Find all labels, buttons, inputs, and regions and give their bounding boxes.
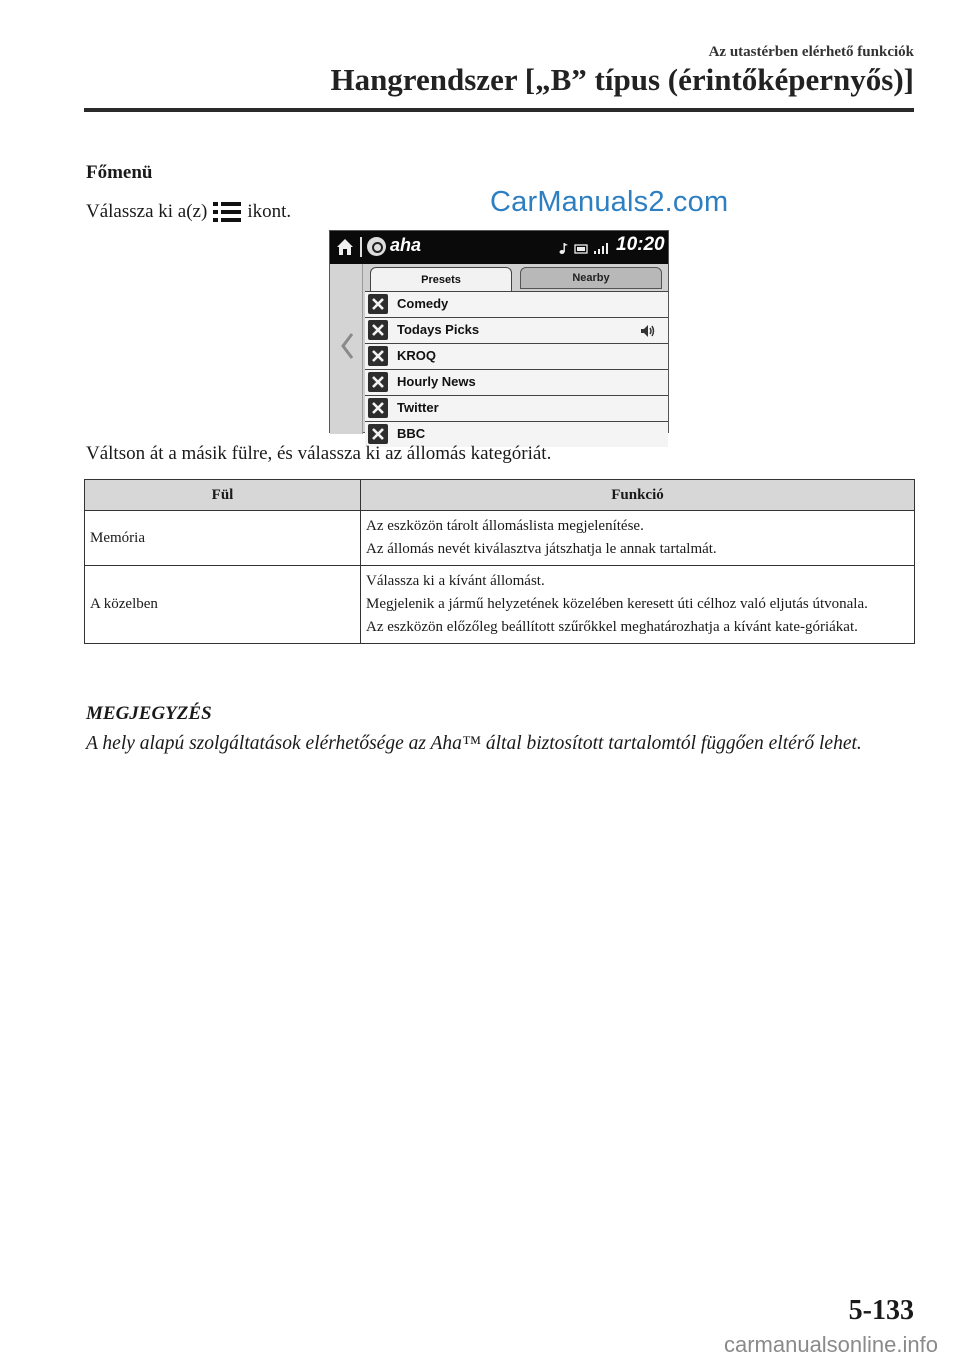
tab-nearby[interactable]: Nearby [520,267,662,289]
battery-icon [575,245,587,253]
function-line: Válassza ki a kívánt állomást. [366,573,545,589]
station-icon [368,320,388,340]
station-name: Comedy [397,296,449,311]
station-name: KROQ [397,348,436,363]
table-row [85,566,915,644]
page-title: Hangrendszer [„B” típus (érintőképernyős)] [330,62,914,97]
app-name: aha [390,235,422,255]
function-line: Megjelenik a jármű helyzetének közelében keresett úti célhoz való eljutás útvonala. [366,596,868,612]
function-cell [361,566,915,644]
station-name: BBC [397,426,426,441]
station-icon [368,398,388,418]
table-header-row [85,480,915,511]
tab-presets[interactable]: Presets [370,267,512,291]
function-table [84,479,915,644]
list-item[interactable] [365,291,668,317]
column-header-function: Funkció [361,480,915,511]
clock: 10:20 [616,234,665,255]
section-heading: Főmenü [86,162,153,183]
instruction [86,201,291,223]
station-icon [368,372,388,392]
station-icon [368,424,388,444]
list-item[interactable] [365,369,668,395]
body-text: Váltson át a másik fülre, és válassza ki az állomás kategóriát. [86,443,552,464]
tab-cell: A közelben [85,566,361,644]
section-title: Az utastérben elérhető funkciók [708,44,914,60]
watermark: CarManuals2.com [490,186,729,218]
function-cell [361,511,915,566]
speaker-icon [640,323,656,339]
station-icon [368,294,388,314]
instruction-after: ikont. [247,201,292,222]
site-watermark: carmanualsonline.info [723,1332,938,1357]
station-name: Todays Picks [397,322,480,337]
station-name: Twitter [397,400,439,415]
chevron-left-icon[interactable] [339,331,355,361]
list-item[interactable] [365,317,668,343]
status-icons [559,241,611,255]
list-item[interactable] [365,395,668,421]
column-header-tab: Fül [85,480,361,511]
aha-logo-inner [372,242,383,253]
divider [360,237,362,257]
header-rule [84,108,914,112]
table-row [85,511,915,566]
home-icon[interactable] [335,237,355,257]
page-number: 5-133 [848,1295,914,1326]
instruction-before: Válassza ki a(z) [86,201,208,222]
note-text: A hely alapú szolgáltatások elérhetősége az Aha™ által biztosított tartalomtól függően eltérő lehet. [86,733,862,754]
function-line: Az eszközön tárolt állomáslista megjelenítése. [366,518,644,534]
station-icon [368,346,388,366]
list-icon [213,202,241,222]
music-note-icon [560,243,569,254]
station-name: Hourly News [397,374,476,389]
signal-icon [594,243,608,254]
note-heading: MEGJEGYZÉS [86,703,212,724]
tab-cell: Memória [85,511,361,566]
infotainment-screen [329,230,669,441]
function-line: Az állomás nevét kiválasztva játszhatja le annak tartalmát. [366,541,717,557]
function-line: Az eszközön előzőleg beállított szűrőkkel meghatározhatja a kívánt kate-góriákat. [366,619,858,635]
list-item[interactable] [365,343,668,369]
